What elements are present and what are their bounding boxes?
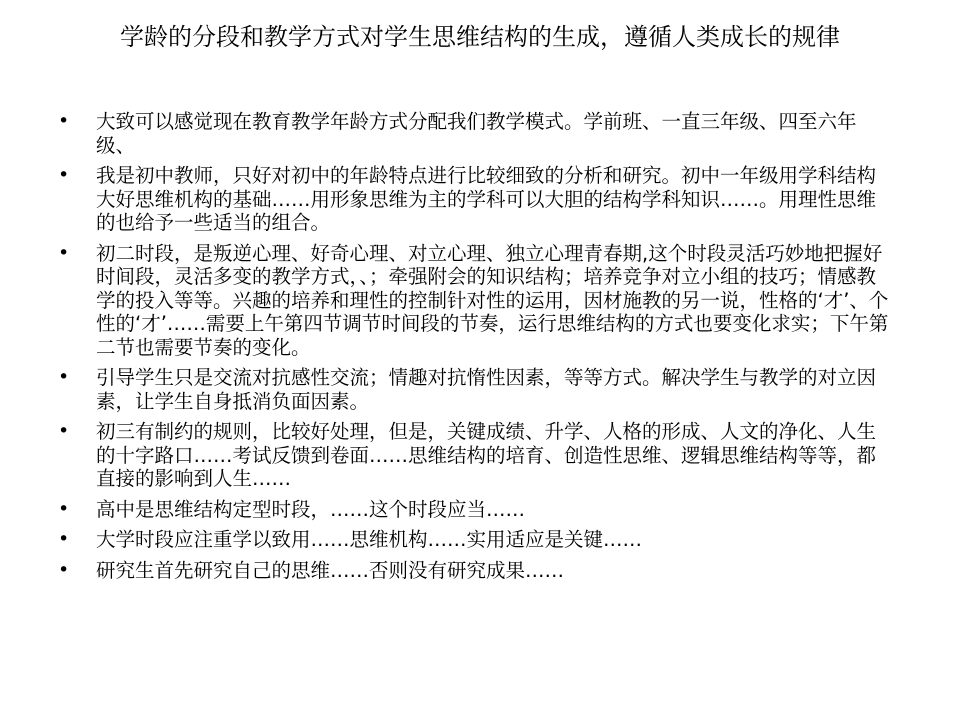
bullet-text: 高中是思维结构定型时段，……这个时段应当……: [96, 497, 526, 521]
bullet-text: 大学时段应注重学以致用……思维机构……实用适应是关键……: [96, 528, 643, 551]
bullet-item-3: [54, 242, 894, 360]
bullet-item-7: [54, 528, 894, 552]
bullet-icon: •: [58, 420, 70, 442]
bullet-item-8: [54, 559, 894, 583]
bullet-item-1: [54, 110, 894, 157]
bullet-text: 研究生首先研究自己的思维……否则没有研究成果……: [96, 558, 565, 582]
bullet-text: 大致可以感觉现在教育教学年龄方式分配我们教学模式。学前班、一直三年级、四至六年级、: [96, 110, 857, 157]
bullet-text: 引导学生只是交流对抗感性交流；情趣对抗惰性因素，等等方式。解决学生与教学的对立因素，让学生自身抵消负面因素。: [96, 366, 877, 413]
bullet-icon: •: [58, 110, 70, 132]
bullet-text: 初三有制约的规则，比较好处理，但是，关键成绩、升学、人格的形成、人文的净化、人生的十字路口……考试反馈到卷面……思维结构的培育、创造性思维、逻辑思维结构等等，都直接的影响到人生……: [96, 420, 877, 490]
bullet-icon: •: [58, 366, 70, 388]
bullet-icon: •: [58, 497, 70, 520]
bullet-item-5: [54, 420, 894, 491]
bullet-icon: •: [58, 528, 70, 550]
bullet-item-6: [54, 498, 894, 522]
bullet-text: 初二时段，是叛逆心理、好奇心理、对立心理、独立心理青春期,这个时段灵活巧妙地把握好时间段，灵活多变的教学方式，、；牵强附会的知识结构；培养竞争对立小组的技巧；情感教学的投入等等。兴趣的培养和理性的控制针对性的运用，因材施教的另一说，性格的‘才’、个性的‘才’……需要上午第四节调节时间段的节奏，运行思维结构的方式也要变化求实；下午第二节也需要节奏的变化。: [96, 241, 889, 359]
bullet-text: 我是初中教师，只好对初中的年龄特点进行比较细致的分析和研究。初中一年级用学科结构大好思维机构的基础……用形象思维为主的学科可以大胆的结构学科知识……。用理性思维的也给予一些适当的组合。: [96, 164, 877, 234]
slide-title: 学龄的分段和教学方式对学生思维结构的生成，遵循人类成长的规律: [120, 23, 840, 51]
bullet-icon: •: [58, 558, 70, 581]
bullet-item-2: [54, 164, 894, 235]
bullet-item-4: [54, 366, 894, 413]
bullet-icon: •: [58, 241, 70, 264]
bullet-icon: •: [58, 164, 70, 186]
bullet-list: [54, 110, 894, 589]
